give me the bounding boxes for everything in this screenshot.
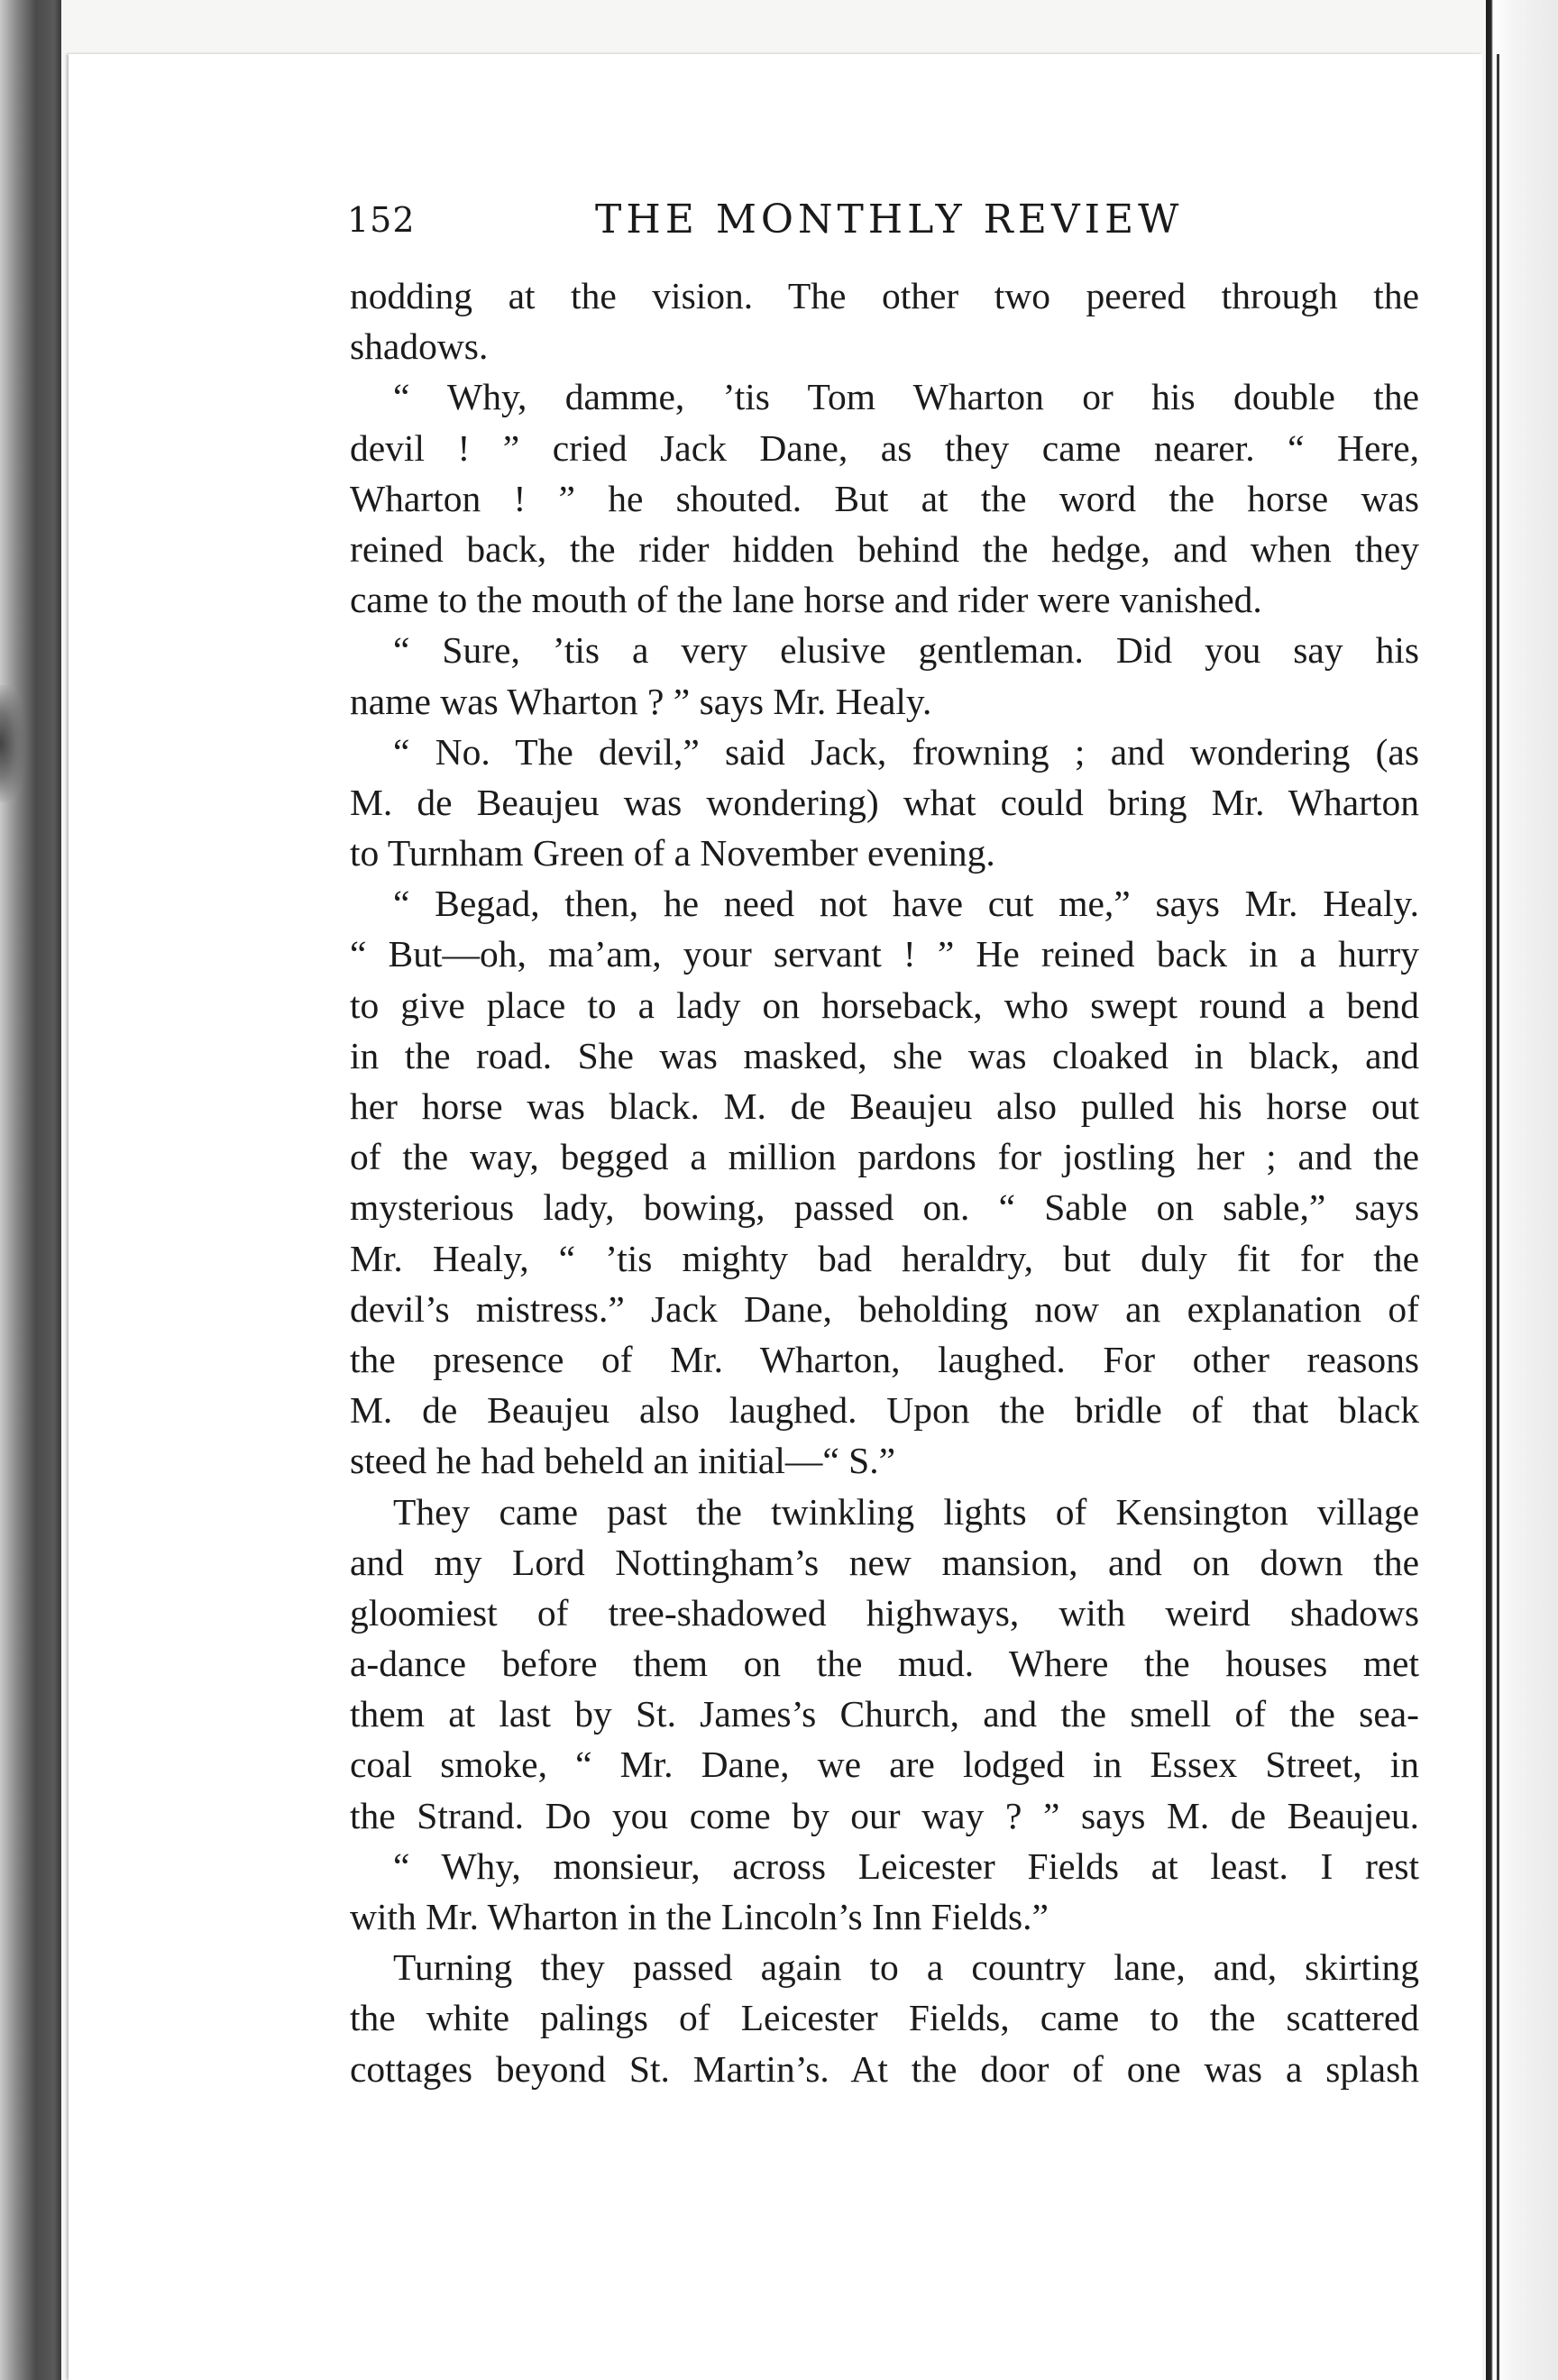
body-text [350,270,1419,2094]
text-line: with Mr. Wharton in the Lincoln’s Inn Fields.” [350,1896,1049,1937]
text-line: coal smoke, “ Mr. Dane, we are lodged in Essex Street, in [350,1744,1419,1786]
text-line: cottages beyond St. Martin’s. At the door of one was a splash [350,2047,1419,2090]
running-title: THE MONTHLY REVIEW [595,197,1184,243]
binding-shadow [0,685,27,802]
text-line: mysterious lady, bowing, passed on. “ Sable on sable,” says [350,1186,1419,1229]
text-line: name was Wharton ? ” says Mr. Healy. [350,680,932,722]
text-line: Turning they passed again to a country lane, and, skirting [393,1946,1419,1989]
text-line: to Turnham Green of a November evening. [350,832,995,874]
page-header [347,197,1420,251]
text-line: of the way, begged a million pardons for jostling her ; and the [350,1136,1419,1178]
text-line: devil’s mistress.” Jack Dane, beholding now an explanation of [350,1287,1419,1330]
text-line: gloomiest of tree-shadowed highways, with weird shadows [350,1591,1419,1634]
page-edge-line [1497,54,1499,2380]
text-line: “ But—oh, ma’am, your servant ! ” He reined back in a hurry [350,933,1419,975]
text-line: They came past the twinkling lights of Kensington village [393,1490,1419,1533]
text-line: M. de Beaujeu was wondering) what could bring Mr. Wharton [350,781,1419,823]
text-line: and my Lord Nottingham’s new mansion, and on down the [350,1541,1419,1583]
text-line: “ Why, damme, ’tis Tom Wharton or his double the [393,376,1419,418]
text-line: came to the mouth of the lane horse and rider were vanished. [350,579,1262,621]
text-line: Wharton ! ” he shouted. But at the word the horse was [350,477,1419,519]
text-line: to give place to a lady on horseback, who swept round a bend [350,984,1419,1026]
text-line: “ Begad, then, he need not have cut me,” says Mr. Healy. [393,883,1419,925]
text-line: in the road. She was masked, she was cloaked in black, and [350,1034,1419,1076]
text-line: Mr. Healy, “ ’tis mighty bad heraldry, but duly fit for the [350,1237,1419,1279]
text-line: “ Why, monsieur, across Leicester Fields at least. I rest [393,1844,1419,1887]
text-line: M. de Beaujeu also laughed. Upon the bridle of that black [350,1389,1419,1432]
text-line: a-dance before them on the mud. Where the houses met [350,1643,1419,1685]
text-line: the Strand. Do you come by our way ? ” says M. de Beaujeu. [350,1794,1419,1836]
text-line: nodding at the vision. The other two peered through the [350,275,1419,316]
text-line: steed he had beheld an initial—“ S.” [350,1440,896,1482]
text-line: the presence of Mr. Wharton, laughed. For other reasons [350,1338,1419,1380]
text-line: them at last by St. James’s Church, and the smell of the sea- [350,1693,1419,1735]
text-line: her horse was black. M. de Beaujeu also pulled his horse out [350,1085,1419,1127]
text-line: shadows. [350,325,489,368]
text-line: reined back, the rider hidden behind the hedge, and when they [350,527,1419,570]
text-line: devil ! ” cried Jack Dane, as they came nearer. “ Here, [350,426,1419,469]
text-line: “ No. The devil,” said Jack, frowning ; and wondering (as [393,730,1419,773]
text-line: “ Sure, ’tis a very elusive gentleman. Did you say his [393,629,1419,672]
book-binding [0,0,61,2380]
page-number: 152 [347,200,416,240]
text-line: the white palings of Leicester Fields, came to the scattered [350,1997,1419,2039]
